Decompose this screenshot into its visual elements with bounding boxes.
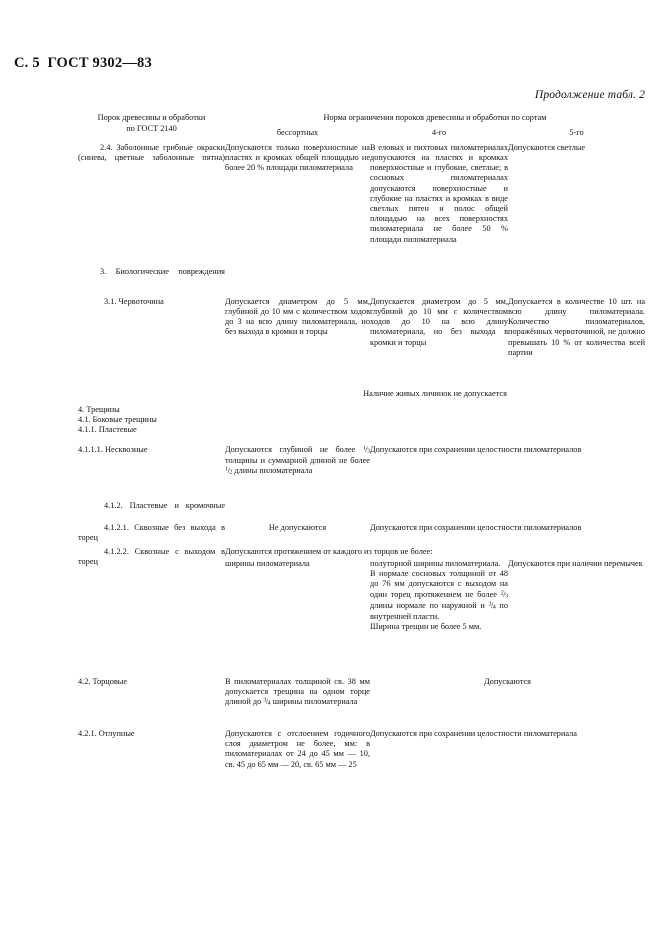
row-2-4-grade-5: Допускаются светлые	[508, 142, 586, 152]
row-larvae-note: Наличие живых личинок не допускается	[363, 388, 507, 398]
row-4-1-2-1-grade-45: Допускаются при сохранении целостности пиломатериалов	[370, 522, 582, 532]
row-4-heading	[78, 405, 225, 415]
row-4-1-2-2-defect-text: Сквозные с выходом в торец	[78, 546, 225, 566]
row-3-1-number: 3.1.	[104, 296, 117, 306]
fraction-one-third: $^1/_3$	[362, 444, 370, 455]
row-4-1-defect-text: Боковые трещины	[92, 414, 157, 424]
row-3-defect-text: Биологические повреждения	[115, 267, 225, 277]
header-defect-column	[78, 113, 225, 143]
row-4-group-grade-none	[225, 405, 370, 445]
row-4-1-1-1-grade-none	[225, 445, 370, 501]
row-4-1-2-grade-5	[508, 501, 645, 523]
fraction-three-quarters: $^3/_4$	[263, 697, 271, 707]
norms-table-wrapper	[78, 113, 645, 791]
row-4-1-1-1-grade-none-pre: Допускаются глубиной не более	[225, 444, 363, 454]
header-grade-5: 5-го	[569, 127, 584, 137]
row-4-1-2-2-grade-none: ширины пиломатериала	[225, 558, 310, 568]
row-4-1-1-1-grade-none-post: длины пиломатериала	[232, 465, 313, 475]
table-body	[78, 143, 645, 791]
page-header	[14, 55, 152, 72]
row-4-1-1-1-defect-text: Несквозные	[104, 444, 148, 454]
header-grade-4: 4-го	[431, 127, 447, 137]
row-4-1-2-2-grade-4	[370, 557, 508, 677]
fraction-three-quarters: $^3/_4$	[488, 600, 496, 611]
row-defect-larvae-empty	[78, 389, 225, 405]
header-defect-line1: Порок древесины и обработки	[97, 113, 206, 122]
norms-table	[78, 113, 645, 791]
row-4-1-heading	[78, 415, 225, 425]
row-defect-2-4	[78, 143, 225, 297]
row-3-1-defect-text: Червоточина	[118, 296, 164, 306]
row-4-1-2-grade-4	[370, 501, 508, 523]
fraction-two-thirds: $^2/_3$	[500, 589, 508, 600]
table-row	[78, 143, 645, 297]
row-4-1-number: 4.1.	[78, 414, 91, 424]
row-4-2-defect-text: Торцовые	[92, 676, 128, 686]
row-2-4-grade-none: Допускаются только поверхностные на пластях и кромках общей площадью не более 20 % площади пиломатериала	[225, 142, 370, 173]
row-2-4-grade-4: В еловых и пихтовых пиломатериалах допускаются на пластях и кромках поверхностные и глубокие, светлые; в сосновых пиломатериалах допускаются поверхностные и глубокие на пластях и кромках в виде светлых пятен и полос общей площадью на всех поверхностях пиломатериала не более 50 % площади пиломатериала	[370, 142, 508, 244]
row-3-1-grade-none: Допускается диаметром до 5 мм, глубиной до 10 мм с количеством ходов до 3 на всю длину пиломатериала, но без выхода в кромки и торцы	[225, 296, 370, 337]
row-4-1-1-1-number: 4.1.1.1.	[78, 444, 103, 454]
header-norms-group: Норма ограничения пороков древесины и обработки по сортам	[323, 113, 547, 122]
row-4-1-2-2-grade-4-line2: В нормале сосновых толщиной от 48 до 76 мм допускаются с выходом на один торец протяжением не более $^2/_3$ длины нормале по наружной и $^3/_4$ по внутренней пласти.	[370, 569, 508, 621]
row-defect-4-2-1	[78, 729, 225, 791]
table-row	[78, 677, 645, 729]
row-4-1-2-1-grade-none: Не допускаются	[268, 522, 327, 532]
table-row	[78, 523, 645, 547]
row-2-4-number: 2.4.	[100, 142, 113, 152]
row-2-4-defect-text: Заболонные грибные окраски (синева, цветные заболонные пятна)	[78, 142, 225, 162]
row-4-defect-text: Трещины	[86, 404, 120, 414]
row-4-1-1-1-grade-45: Допускаются при сохранении целостности пиломатериалов	[370, 444, 582, 454]
row-defect-4-1-2-2	[78, 547, 225, 677]
row-4-2-grade-none: В пиломатериалах толщиной св. 38 мм допускается трещина на одном торце длиной до $^3/_4$ ширины пиломатериала	[225, 676, 370, 707]
fraction-one-half: $^1/_2$	[225, 465, 233, 476]
table-row	[78, 389, 645, 405]
row-4-2-grade-45: Допускаются	[484, 676, 531, 686]
row-4-group-grade-5	[508, 405, 645, 445]
row-4-1-2-2-lead: Допускаются протяжением от каждого из торцов не более:	[225, 546, 433, 556]
header-grade-none: бессортных	[276, 127, 319, 137]
row-3-1-grade-5: Допускается в количестве 10 шт. на всю длину пиломатериала. Количество пиломатериалов, поражённых червоточиной, не должно превышать 10 % от количества всей партии	[508, 296, 646, 357]
row-4-2-1-number: 4.2.1.	[78, 728, 97, 738]
row-3-heading	[78, 267, 225, 277]
row-4-1-2-1-defect-text: Сквозные без выхода в торец	[78, 522, 226, 542]
row-4-1-2-2-grade-5: Допускаются при наличии перемычек	[508, 558, 643, 568]
row-4-1-1-defect-text: Пластевые	[98, 425, 137, 435]
row-defect-4-1-2-1	[78, 523, 225, 547]
row-4-1-1-heading	[78, 425, 225, 435]
row-4-2-1-defect-text: Отлупные	[98, 728, 135, 738]
row-defect-4-1-2	[78, 501, 225, 523]
table-row	[78, 729, 645, 791]
row-4-1-2-2-grade-4-line1: полуторной ширины пиломатериала.	[370, 558, 501, 568]
standard-designation: ГОСТ 9302—83	[47, 55, 152, 71]
row-4-2-1-grade-none: Допускаются с отслоением годичного слоя диаметром не более, мм: в пиломатериалах от 24 до 45 мм — 10, св. 45 до 65 мм — 20, св. 65 мм — 25	[225, 728, 370, 769]
table-continuation-note: Продолжение табл. 2	[534, 89, 645, 101]
row-4-1-2-1-number: 4.1.2.1.	[104, 522, 129, 532]
header-defect-line2: по ГОСТ 2140	[126, 123, 177, 133]
row-4-1-2-number: 4.1.2.	[104, 500, 123, 510]
row-4-1-1-number: 4.1.1.	[78, 425, 97, 435]
row-4-2-number: 4.2.	[78, 676, 91, 686]
row-4-1-2-defect-text: Пластевые и кромочные	[129, 500, 226, 510]
table-row	[78, 297, 645, 389]
page-folio: С. 5	[14, 55, 40, 71]
table-head-row-1	[78, 113, 645, 124]
row-defect-4-2	[78, 677, 225, 729]
row-defect-4-group	[78, 405, 225, 445]
row-4-2-1-grade-45: Допускаются при сохранении целостности пиломатериала	[370, 728, 577, 738]
row-3-number: 3.	[100, 267, 107, 277]
table-row	[78, 405, 645, 445]
table-row	[78, 445, 645, 501]
row-4-number: 4.	[78, 404, 85, 414]
row-4-1-2-2-grade-4-line3: Ширина трещин не более 5 мм.	[370, 621, 482, 631]
row-4-1-2-grade-none	[225, 501, 370, 523]
row-4-group-grade-4	[370, 405, 508, 445]
row-defect-3-1	[78, 297, 225, 389]
row-3-1-grade-4: Допускается диаметром до 5 мм, глубиной до 10 мм с количеством ходов до 10 на всю длину пиломатериала, но без выхода в кромки и торцы	[370, 296, 508, 347]
table-row	[78, 547, 645, 557]
row-4-1-1-1-grade-none-mid: толщины и суммарной длиной не более	[225, 455, 370, 465]
table-head	[78, 113, 645, 143]
row-4-1-2-2-number: 4.1.2.2.	[104, 546, 129, 556]
table-row	[78, 501, 645, 523]
row-defect-4-1-1-1	[78, 445, 225, 501]
